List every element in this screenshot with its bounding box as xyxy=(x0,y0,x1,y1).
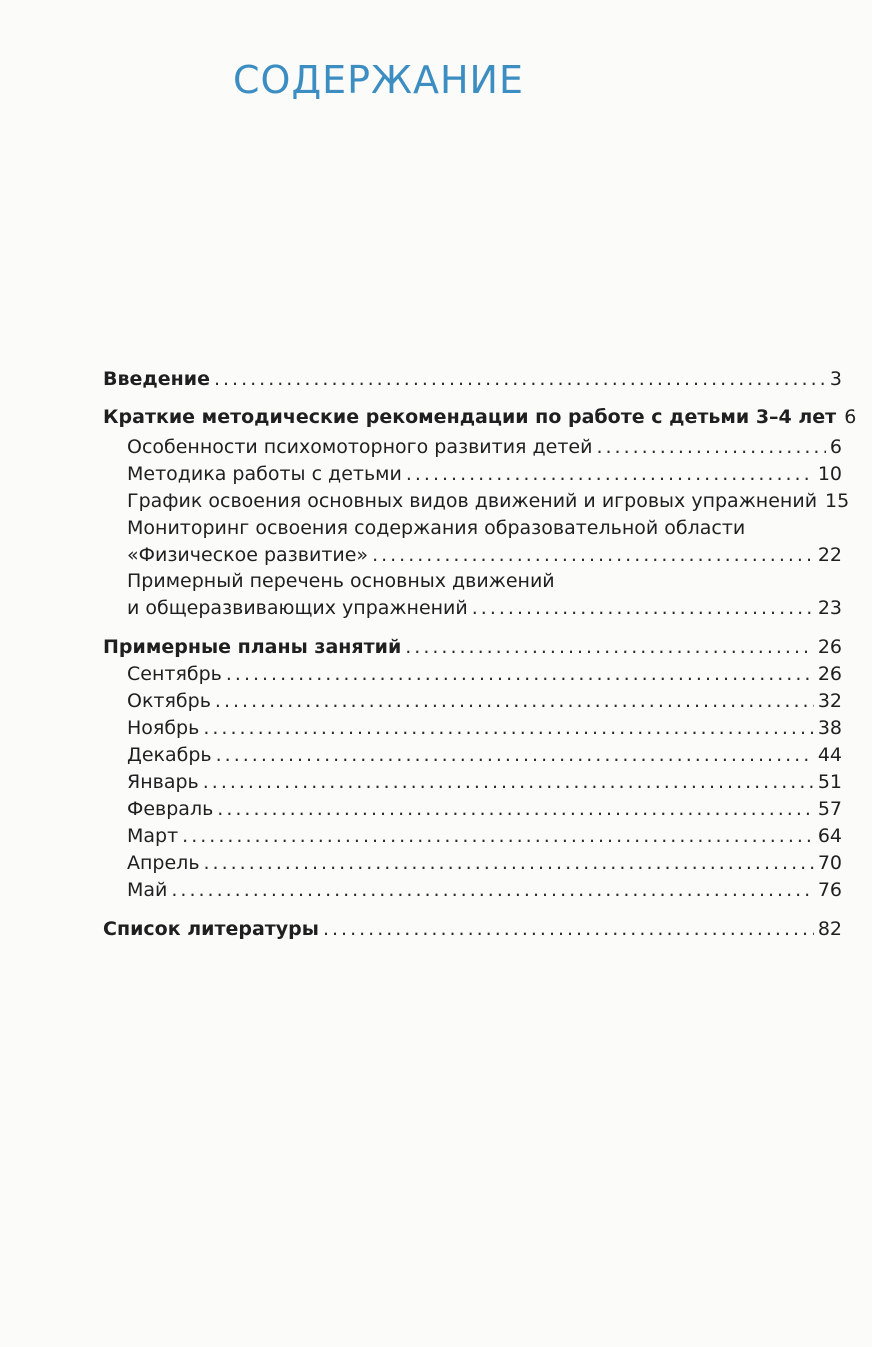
toc-entry-label: Январь xyxy=(127,771,199,793)
toc-entry-page: 51 xyxy=(817,771,842,793)
toc-entry-plans[interactable] xyxy=(103,636,842,658)
toc-entry-page: 3 xyxy=(829,368,842,390)
toc-entry-label: Особенности психомоторного развития детей xyxy=(127,436,593,458)
dot-leader xyxy=(472,597,814,619)
toc-entry-page: 22 xyxy=(817,544,842,566)
toc-entry-monitoring-line1: Мониторинг освоения содержания образовательной области xyxy=(127,517,746,539)
toc-entry-page: 82 xyxy=(817,918,842,940)
toc-entry-month-january[interactable] xyxy=(127,771,842,793)
toc-entry-month-october[interactable] xyxy=(127,690,842,712)
dot-leader xyxy=(216,744,814,766)
toc-entry-label: Краткие методические рекомендации по работе с детьми 3–4 лет xyxy=(103,406,837,428)
toc-entry-methodology[interactable] xyxy=(127,463,842,485)
dot-leader xyxy=(596,436,825,458)
toc-entry-label: Май xyxy=(127,879,168,901)
toc-entry-label: Февраль xyxy=(127,798,214,820)
toc-entry-schedule[interactable] xyxy=(127,490,850,512)
toc-entry-page: 6 xyxy=(829,436,842,458)
dot-leader xyxy=(405,636,814,658)
dot-leader xyxy=(217,798,814,820)
dot-leader xyxy=(226,663,814,685)
dot-leader xyxy=(203,717,813,739)
toc-entry-psychomotor[interactable] xyxy=(127,436,842,458)
dot-leader xyxy=(323,918,814,940)
dot-leader xyxy=(182,825,814,847)
toc-entry-movements[interactable] xyxy=(127,597,842,619)
toc-entry-page: 64 xyxy=(817,825,842,847)
toc-entry-month-february[interactable] xyxy=(127,798,842,820)
toc-entry-page: 10 xyxy=(817,463,842,485)
page-title: СОДЕРЖАНИЕ xyxy=(233,58,524,102)
toc-entry-page: 26 xyxy=(817,663,842,685)
toc-entry-label: Ноябрь xyxy=(127,717,200,739)
dot-leader xyxy=(406,463,814,485)
dot-leader xyxy=(171,879,813,901)
toc-entry-label: Октябрь xyxy=(127,690,211,712)
toc-entry-page: 15 xyxy=(825,490,850,512)
dot-leader xyxy=(203,771,814,793)
toc-entry-month-may[interactable] xyxy=(127,879,842,901)
toc-entry-label: Декабрь xyxy=(127,744,212,766)
toc-entry-label: Сентябрь xyxy=(127,663,222,685)
toc-entry-month-september[interactable] xyxy=(127,663,842,685)
toc-entry-label: Примерные планы занятий xyxy=(103,636,402,658)
toc-entry-month-march[interactable] xyxy=(127,825,842,847)
toc-entry-literature[interactable] xyxy=(103,918,842,940)
toc-entry-label: График освоения основных видов движений и игровых упражнений xyxy=(127,490,818,512)
toc-entry-label: Введение xyxy=(103,368,210,390)
toc-entry-brief[interactable] xyxy=(103,406,857,428)
toc-entry-page: 26 xyxy=(817,636,842,658)
dot-leader xyxy=(215,690,814,712)
toc-entry-page: 70 xyxy=(817,852,842,874)
toc-entry-movements-line1: Примерный перечень основных движений xyxy=(127,570,555,592)
toc-entry-label: «Физическое развитие» xyxy=(127,544,369,566)
toc-entry-label: Методика работы с детьми xyxy=(127,463,402,485)
dot-leader xyxy=(372,544,814,566)
dot-leader xyxy=(214,368,826,390)
toc-entry-page: 32 xyxy=(817,690,842,712)
toc-entry-intro[interactable] xyxy=(103,368,842,390)
toc-entry-page: 23 xyxy=(817,597,842,619)
toc-entry-label: и общеразвивающих упражнений xyxy=(127,597,468,619)
toc-entry-page: 57 xyxy=(817,798,842,820)
toc-entry-month-december[interactable] xyxy=(127,744,842,766)
toc-entry-label: Список литературы xyxy=(103,918,319,940)
toc-entry-label: Март xyxy=(127,825,179,847)
toc-entry-month-november[interactable] xyxy=(127,717,842,739)
toc-entry-monitoring[interactable] xyxy=(127,544,842,566)
toc-entry-page: 44 xyxy=(817,744,842,766)
toc-entry-label: Апрель xyxy=(127,852,200,874)
toc-entry-page: 76 xyxy=(817,879,842,901)
dot-leader xyxy=(204,852,814,874)
toc-entry-page: 6 xyxy=(844,406,857,428)
toc-entry-page: 38 xyxy=(817,717,842,739)
toc-entry-month-april[interactable] xyxy=(127,852,842,874)
